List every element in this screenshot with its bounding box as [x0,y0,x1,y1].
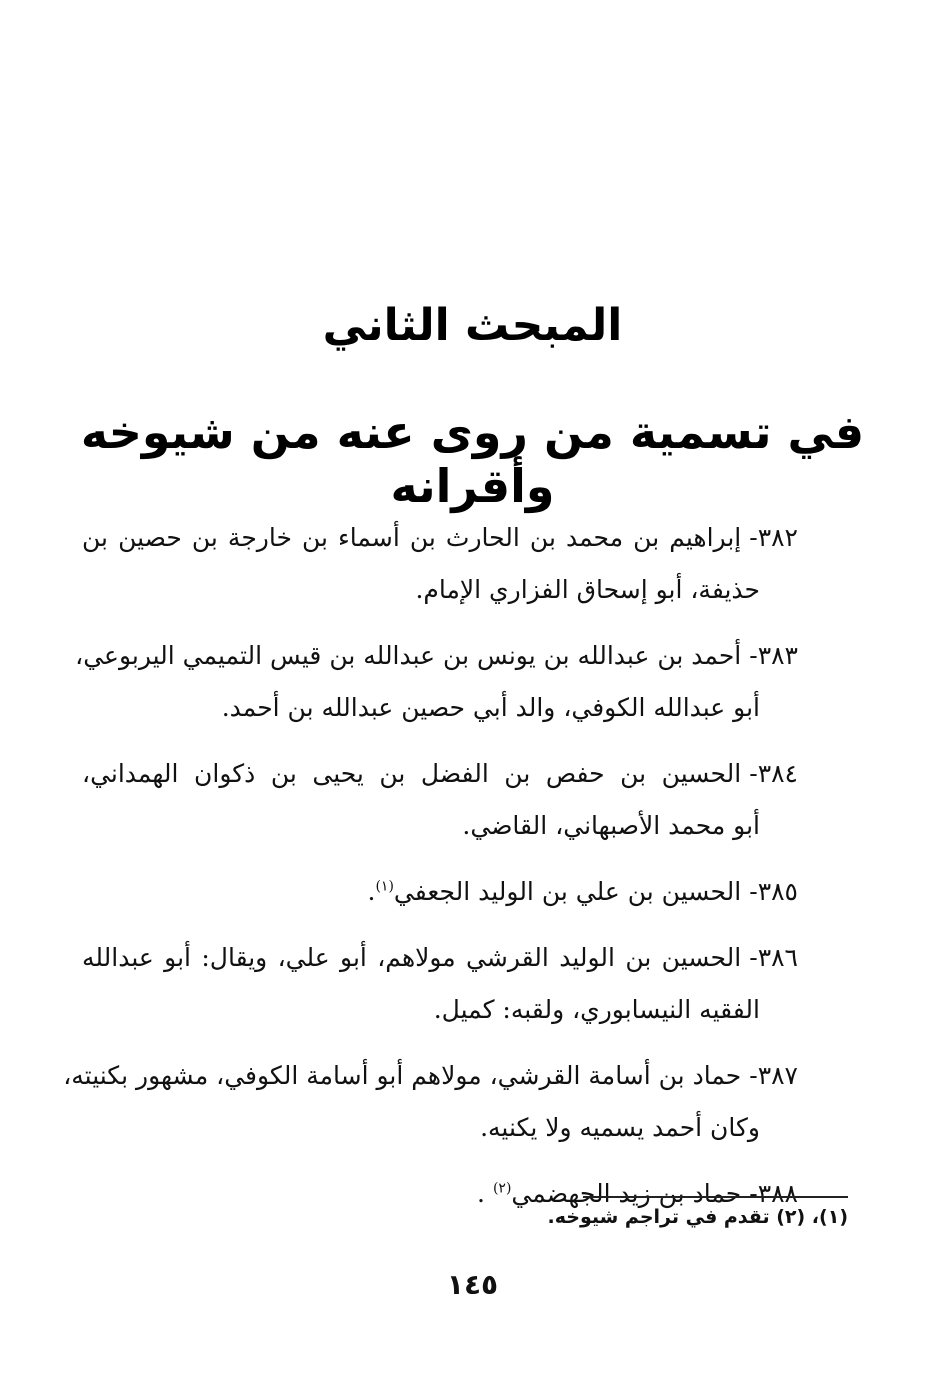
entry-line [63,1050,798,1102]
entry-tail: . [367,877,376,906]
entry-line [82,564,798,616]
entry-text: الفقيه النيسابوري، ولقبه: كميل. [433,995,760,1024]
footnote-marker[interactable]: (١) [375,878,394,895]
entry-line [82,932,798,984]
entry-text: أبو عبدالله الكوفي، والد أبي حصين عبدالله بن أحمد. [221,693,760,722]
entry-number: ٣٨٤- [749,759,798,788]
list-item [82,932,798,1036]
entry-number: ٣٨٨- [749,1179,798,1208]
entry-line [82,1102,798,1154]
entry-text: الحسين بن حفص بن الفضل بن يحيى بن ذكوان الهمداني، [82,759,742,788]
entry-number: ٣٨٧- [749,1061,798,1090]
entries-list [63,512,798,1234]
entry-line [82,800,798,852]
list-item [82,866,798,918]
entry-number: ٣٨٣- [749,641,798,670]
entry-text: أحمد بن عبدالله بن يونس بن عبدالله بن قيس التميمي اليربوعي، [75,641,742,670]
entry-number: ٣٨٥- [749,877,798,906]
entry-text: حماد بن زيد الجهضمي [511,1179,742,1208]
entry-text: وكان أحمد يسميه ولا يكنيه. [480,1113,760,1142]
entry-text: الحسين بن علي بن الوليد الجعفي [393,877,742,906]
footnote-marker[interactable]: (٢) [492,1180,512,1197]
entry-line [82,682,798,734]
entry-text: حذيفة، أبو إسحاق الفزاري الإمام. [415,575,760,604]
section-heading: المبحث الثاني [322,300,623,351]
list-item [82,512,798,616]
entry-line [75,630,798,682]
section-subheading: في تسمية من روى عنه من شيوخه وأقرانه [80,405,865,513]
list-item [75,630,798,734]
entry-text: أبو محمد الأصبهاني، القاضي. [462,811,760,840]
entry-line [82,984,798,1036]
footnote-text: (١)، (٢) تقدم في تراجم شيوخه. [547,1206,848,1228]
list-item [63,1050,798,1154]
entry-tail: . [477,1179,493,1208]
entry-text: حماد بن أسامة القرشي، مولاهم أبو أسامة الكوفي، مشهور بكنيته، [63,1061,742,1090]
entry-line [82,748,798,800]
entry-line [82,512,798,564]
footnote-divider [583,1196,848,1198]
list-item [82,748,798,852]
entry-number: ٣٨٦- [749,943,798,972]
entry-text: إبراهيم بن محمد بن الحارث بن أسماء بن خارجة بن حصين بن [82,523,742,552]
entry-text: الحسين بن الوليد القرشي مولاهم، أبو علي، ويقال: أبو عبدالله [82,943,742,972]
page-number: ١٤٥ [446,1268,499,1301]
entry-number: ٣٨٢- [749,523,798,552]
entry-line [82,866,798,918]
